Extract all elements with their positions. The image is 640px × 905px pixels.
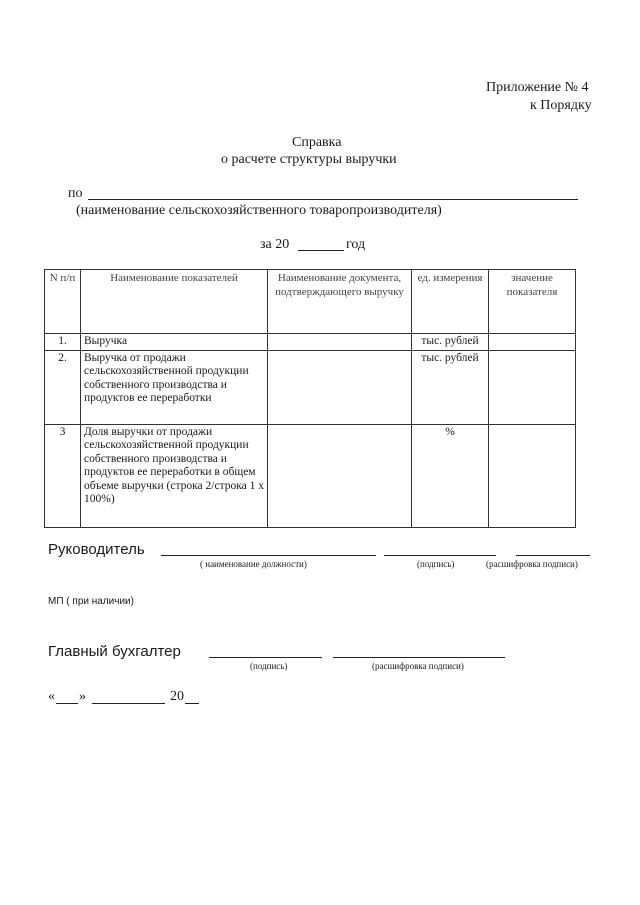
accountant-decoding-caption: (расшифровка подписи)	[372, 661, 464, 671]
row-indicator: Выручка	[81, 334, 268, 351]
head-position-caption: ( наименование должности)	[200, 559, 307, 569]
header-unit: ед. измерения	[412, 270, 489, 334]
head-decoding-caption: (расшифровка подписи)	[486, 559, 578, 569]
row-unit: %	[412, 424, 489, 527]
header-value: значение показателя	[489, 270, 576, 334]
head-signature-caption: (подпись)	[417, 559, 455, 569]
row-value-cell[interactable]	[489, 334, 576, 351]
row-document-cell[interactable]	[268, 424, 412, 527]
date-day-field[interactable]	[56, 703, 78, 704]
head-label: Руководитель	[48, 541, 145, 558]
header-document: Наименование документа, подтверждающего выручку	[268, 270, 412, 334]
date-year-field[interactable]	[185, 703, 199, 704]
row-value-cell[interactable]	[489, 350, 576, 424]
producer-prefix: по	[68, 186, 83, 201]
accountant-signature-field[interactable]	[209, 657, 322, 658]
revenue-structure-table	[44, 269, 576, 528]
document-title: Справка	[292, 135, 342, 150]
header-indicator: Наименование показателей	[81, 270, 268, 334]
table-row	[45, 350, 576, 424]
date-close-quote: »	[79, 689, 86, 704]
table-row	[45, 424, 576, 527]
document-subtitle: о расчете структуры выручки	[221, 152, 397, 167]
appendix-reference: к Порядку	[530, 98, 592, 113]
date-open-quote: «	[48, 689, 55, 704]
head-signature-field[interactable]	[384, 555, 496, 556]
accountant-label: Главный бухгалтер	[48, 643, 181, 660]
row-value-cell[interactable]	[489, 424, 576, 527]
row-indicator: Доля выручки от продажи сельскохозяйственной продукции собственного производства и продуктов ее переработки в общем объеме выручки (строка 2/строка 1 x 100%)	[81, 424, 268, 527]
row-document-cell[interactable]	[268, 334, 412, 351]
producer-caption: (наименование сельскохозяйственного товаропроизводителя)	[76, 203, 442, 218]
date-month-field[interactable]	[92, 703, 165, 704]
date-year-prefix: 20	[170, 689, 184, 704]
row-unit: тыс. рублей	[412, 334, 489, 351]
table-header-row	[45, 270, 576, 334]
year-suffix: год	[346, 237, 366, 252]
header-number: N п/п	[45, 270, 81, 334]
year-field[interactable]	[298, 250, 344, 251]
row-number: 2.	[45, 350, 81, 424]
head-decoding-field[interactable]	[516, 555, 590, 556]
row-unit: тыс. рублей	[412, 350, 489, 424]
producer-name-field[interactable]	[88, 199, 578, 200]
head-position-field[interactable]	[161, 555, 376, 556]
row-number: 1.	[45, 334, 81, 351]
row-document-cell[interactable]	[268, 350, 412, 424]
accountant-decoding-field[interactable]	[333, 657, 505, 658]
appendix-number: Приложение № 4	[486, 80, 589, 95]
stamp-label: МП ( при наличии)	[48, 596, 134, 607]
accountant-signature-caption: (подпись)	[250, 661, 288, 671]
year-prefix: за 20	[260, 237, 290, 252]
table-row	[45, 334, 576, 351]
row-number: 3	[45, 424, 81, 527]
row-indicator: Выручка от продажи сельскохозяйственной продукции собственного производства и продуктов ее переработки	[81, 350, 268, 424]
